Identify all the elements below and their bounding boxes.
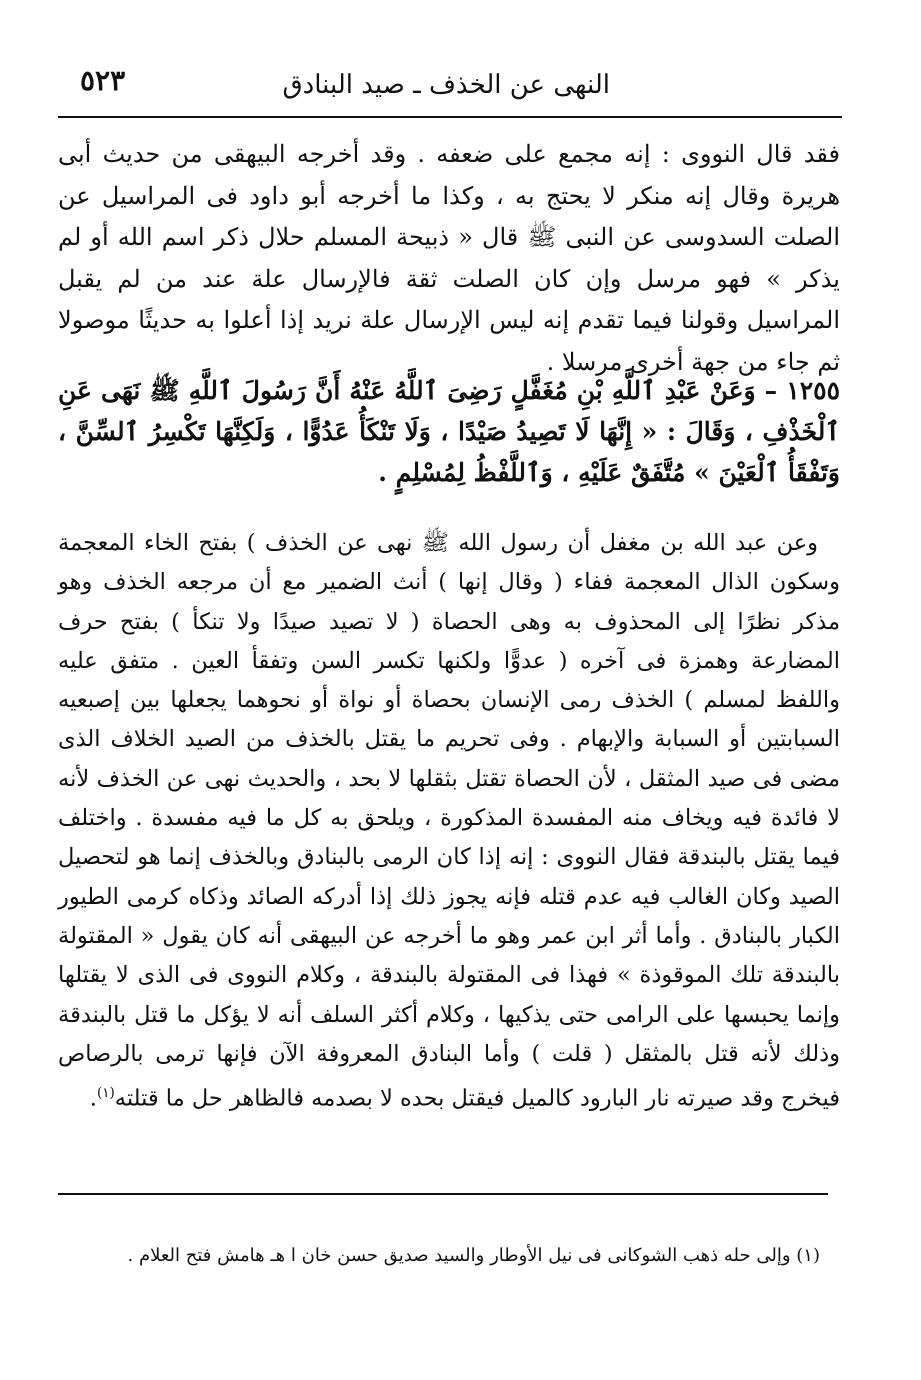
footnote-reference: (١) xyxy=(96,1085,115,1102)
commentary-end-mark: . xyxy=(89,1085,97,1112)
footnote: (١) وإلى حله ذهب الشوكانى فى نيل الأوطار والسيد صديق حسن خان ا هـ هامش فتح العلام . xyxy=(127,1245,820,1266)
commentary-text: وعن عبد الله بن مغفل أن رسول الله ﷺ نهى عن الخذف ) بفتح الخاء المعجمة وسكون الذال المعجمة ففاء ( وقال إنها ) أنث الضمير مع أن مرجعه الخذف وهو مذكر نظرًا إلى المحذوف به وهى الحصاة ( لا تصيد صيدًا ولا تنكأ ) بفتح حرف المضارعة وهمزة فى آخره ( عدوًّا ولكنها تكسر السن وتفقأ العين . متفق عليه واللفظ لمسلم ) الخذف رمى الإنسان بحصاة أو نواة أو نحوهما يجعلها بين إصبعيه السبابتين أو السبابة والإبهام . وفى تحريم ما يقتل بالخذف من الصيد الخلاف الذى مضى فى صيد المثقل ، لأن الحصاة تقتل بثقلها لا بحد ، والحديث نهى عن الخذف لأنه لا فائدة فيه ويخاف منه المفسدة المذكورة ، ويلحق به كل ما فيه مفسدة . واختلف فيما يقتل بالبندقة فقال النووى : إنه إذا كان الرمى بالبنادق وبالخذف إنما هو لتحصيل الصيد وكان الغالب فيه عدم قتله فإنه يجوز ذلك إذا أدركه الصائد وذكاه كرمى الطيور الكبار بالبنادق . وأما أثر ابن عمر وهو ما أخرجه عن البيهقى أنه كان يقول « المقتولة بالبندقة تلك الموقوذة » فهذا فى المقتولة بالبندقة ، وكلام النووى فى الذى لا يقتلها وإنما يحبسها على الرامى حتى يذكيها ، وكلام أكثر السلف أنه لا يؤكل ما قتل بالبندقة وذلك لأنه قتل بالمثقل ( قلت ) وأما البنادق المعروفة الآن فإنها ترمى بالرصاص فيخرج وقد صيرته نار البارود كالميل فيقتل بحده لا بصدمه فالظاهر حل ما قتلته xyxy=(58,530,840,1112)
commentary-paragraph-continued: فقد قال النووى : إنه مجمع على ضعفه . وقد أخرجه البيهقى من حديث أبى هريرة وقال إنه منكر لا يحتج به ، وكذا ما أخرجه أبو داود فى المراسيل عن الصلت السدوسى عن النبى ﷺ قال « ذبيحة المسلم حلال ذكر اسم الله أو لم يذكر » فهو مرسل وإن كان الصلت ثقة فالإرسال علة عند من لم يقبل المراسيل وقولنا فيما تقدم إنه ليس الإرسال علة نريد إذا أعلوا به حديثًا موصولا ثم جاء من جهة أخرى مرسلا . xyxy=(58,140,840,376)
page-number: ٥٢٣ xyxy=(80,64,126,97)
running-title: النهى عن الخذف ـ صيد البنادق xyxy=(282,70,610,100)
footnote-rule xyxy=(58,1193,828,1195)
hadith-paragraph-1255: ١٢٥٥ – وَعَنْ عَبْدِ ٱللَّهِ بْنِ مُغَفَّلٍ رَضِىَ ٱللَّهُ عَنْهُ أَنَّ رَسُولَ ٱللَّهِ ﷺ نَهَى عَنِ ٱلْخَذْفِ ، وَقَالَ : « إِنَّهَا لَا تَصِيدُ صَيْدًا ، وَلَا تَنْكَأُ عَدُوًّا ، وَلَكِنَّهَا تَكْسِرُ ٱلسِّنَّ ، وَتَفْقَأُ ٱلْعَيْنَ » مُتَّفَقٌ عَلَيْهِ ، وَٱللَّفْظُ لِمُسْلِمٍ . xyxy=(58,376,840,487)
page-header xyxy=(58,62,842,112)
commentary-paragraph xyxy=(58,524,840,1119)
header-rule xyxy=(58,116,842,118)
